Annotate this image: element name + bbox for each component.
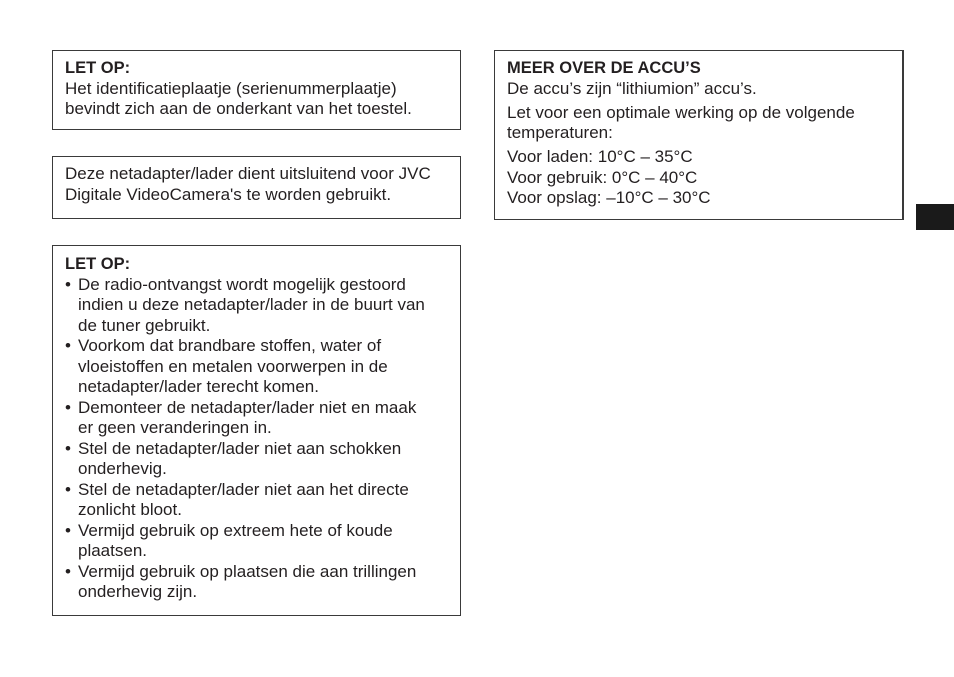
caution-bullet xyxy=(65,480,448,521)
id-plate-note-box xyxy=(52,50,461,130)
bullet-line: vloeistoffen en metalen voorwerpen in de xyxy=(78,356,388,376)
temperature-charging: Voor laden: 10°C – 35°C xyxy=(507,147,693,166)
caution-bullet xyxy=(65,562,448,603)
temperature-intro xyxy=(507,103,890,144)
caution-bullet xyxy=(65,398,448,439)
bullet-line: • Stel de netadapter/lader niet aan het directe xyxy=(78,479,409,499)
temperature-list xyxy=(507,147,890,209)
adapter-note-box xyxy=(52,156,461,219)
bullet-line: • Vermijd gebruik op extreem hete of koude xyxy=(78,520,393,540)
bullet-line: netadapter/lader terecht komen. xyxy=(78,377,319,396)
note-line: Het identificatieplaatje (serienummerplaatje) xyxy=(65,78,397,98)
note-line: Digitale VideoCamera's te worden gebruikt. xyxy=(65,184,392,204)
bullet-line: indien u deze netadapter/lader in de buurt van xyxy=(78,295,425,314)
caution-bullet xyxy=(65,336,448,398)
caution-bullet xyxy=(65,439,448,480)
note-line: bevindt zich aan de onderkant van het toestel. xyxy=(65,99,412,118)
bullet-line: • De radio-ontvangst wordt mogelijk gestoord xyxy=(78,274,406,294)
caution-box xyxy=(52,245,461,616)
caution-bullet xyxy=(65,521,448,562)
battery-intro: De accu’s zijn “lithiumion” accu’s. xyxy=(507,78,757,98)
bullet-line: • Vermijd gebruik op plaatsen die aan trillingen xyxy=(78,561,417,581)
bullet-line: plaatsen. xyxy=(78,541,147,560)
note-line: Deze netadapter/lader dient uitsluitend voor JVC xyxy=(65,164,431,183)
bullet-line: onderhevig. xyxy=(78,459,167,478)
temperature-storage: Voor opslag: –10°C – 30°C xyxy=(507,188,711,207)
chapter-side-tab xyxy=(916,204,954,230)
temperature-operating: Voor gebruik: 0°C – 40°C xyxy=(507,167,698,187)
temperature-intro-line: Let voor een optimale werking op de volgende xyxy=(507,102,855,122)
bullet-line: onderhevig zijn. xyxy=(78,582,198,601)
caution-bullet xyxy=(65,275,448,337)
bullet-line: de tuner gebruikt. xyxy=(78,315,211,335)
bullet-line: • Stel de netadapter/lader niet aan schokken xyxy=(78,438,402,458)
bullet-line: • Voorkom dat brandbare stoffen, water of xyxy=(78,336,382,355)
caution-heading: LET OP: xyxy=(65,255,131,273)
note-heading: LET OP: xyxy=(65,59,131,77)
bullet-line: zonlicht bloot. xyxy=(78,500,182,519)
bullet-line: • Demonteer de netadapter/lader niet en maak xyxy=(78,397,417,417)
temperature-intro-line: temperaturen: xyxy=(507,123,613,142)
battery-info-box xyxy=(494,50,904,220)
battery-heading: MEER OVER DE ACCU’S xyxy=(507,59,701,77)
bullet-line: er geen veranderingen in. xyxy=(78,418,272,437)
